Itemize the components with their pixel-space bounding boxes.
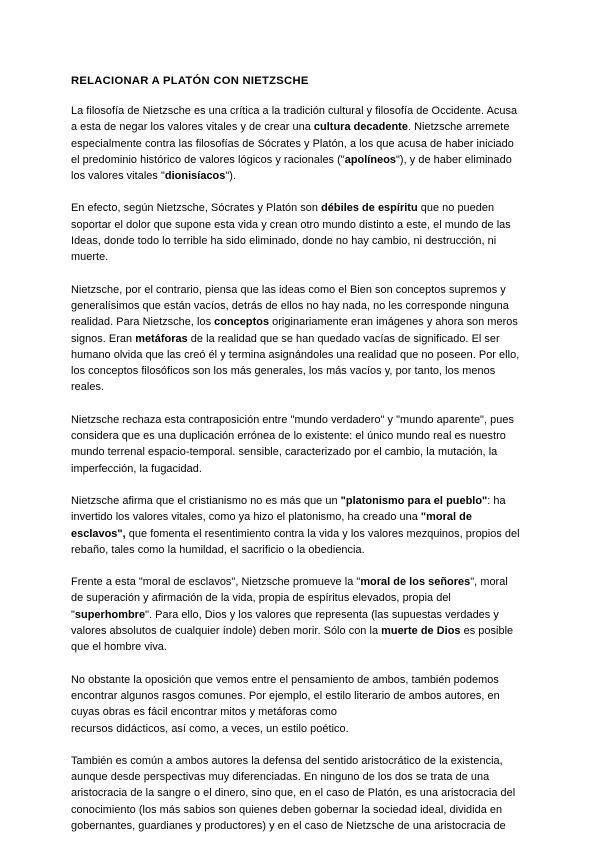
text-run: La filosofía de Nietzsche es una crítica a la tradición cultural y filosofía de Occidente. Acusa a esta de negar los valores vitales y de crear una bbox=[71, 105, 518, 134]
paragraph bbox=[71, 753, 522, 834]
paragraph bbox=[71, 672, 522, 737]
text-run: Nietzsche, por el contrario, piensa que las ideas como el Bien son conceptos supremos y generalísimos que están vacíos, detrás de ellos no hay nada, no les corresponde ninguna realidad. Para Nietzsche, los bbox=[71, 283, 509, 329]
bold-term: "moral de esclavos", bbox=[71, 511, 472, 540]
text-run: "). bbox=[225, 170, 237, 183]
text-run: de la realidad que se han quedado vacías de significado. El ser humano olvida que las creó él y termina asignándoles una realidad que no poseen. Por ello, los conceptos filosóficos son los más generales, los más vacíos y, por tanto, los menos reales. bbox=[71, 332, 520, 394]
paragraph bbox=[71, 103, 522, 184]
text-run: ", moral de superación y afirmación de la vida, propia de espíritus elevados, propia del " bbox=[71, 576, 508, 621]
bold-term: muerte de Dios bbox=[381, 625, 461, 638]
text-run: : ha invertido los valores vitales, como ya hizo el platonismo, ha creado una bbox=[71, 494, 506, 524]
text-run: que fomenta el resentimiento contra la vida y los valores mezquinos, propios del rebaño, tales como la humildad, el sacrificio o la obediencia. bbox=[71, 527, 520, 556]
document-title: RELACIONAR A PLATÓN CON NIETZSCHE bbox=[71, 75, 309, 87]
text-run: No obstante la oposición que vemos entre el pensamiento de ambos, también podemos encontrar algunos rasgos comunes. Por ejemplo, el estilo literario de ambos autores, en cuyas obras es fácil encontrar mitos y metáforas como bbox=[71, 673, 500, 719]
text-run: "), y de haber eliminado los valores vitales " bbox=[71, 153, 512, 183]
text-run: recursos didácticos, así como, a veces, un estilo poético. bbox=[71, 722, 349, 735]
bold-term: moral de los señores bbox=[360, 576, 471, 589]
text-run: En efecto, según Nietzsche, Sócrates y Platón son bbox=[71, 202, 322, 215]
paragraph bbox=[71, 200, 522, 265]
paragraph bbox=[71, 493, 522, 558]
document-body bbox=[71, 103, 522, 834]
bold-term: "platonismo para el pueblo" bbox=[340, 494, 488, 507]
text-run: Nietzsche rechaza esta contraposición entre "mundo verdadero" y "mundo aparente", pues considera que es una duplicación errónea de lo existente: el único mundo real es nuestro mundo terrenal espacio-temporal. sensible, caracterizado por el cambio, la mutación, la imperfección, la fugacidad. bbox=[71, 413, 514, 475]
text-run: que no pueden soportar el dolor que supone esta vida y crean otro mundo distinto a este, el mundo de las Ideas, donde todo lo terrible ha sido eliminado, donde no hay cambio, ni destrucción, ni muerte. bbox=[71, 202, 511, 264]
bold-term: apolíneos bbox=[344, 153, 397, 166]
bold-term: dionisíacos bbox=[164, 170, 226, 183]
paragraph bbox=[71, 574, 522, 655]
bold-term: metáforas bbox=[135, 332, 188, 345]
text-run: . Nietzsche arremete especialmente contra las filosofías de Sócrates y Platón, a los que acusa de haber iniciado el predominio histórico de valores lógicos y racionales (" bbox=[71, 121, 514, 166]
text-run: ". Para ello, Dios y los valores que representa (las supuestas verdades y valores absolutos de cualquier índole) deben morir. Sólo con la bbox=[71, 608, 499, 638]
text-run: También es común a ambos autores la defensa del sentido aristocrático de la existencia, aunque desde perspectivas muy diferenciadas. En ninguno de los dos se trata de una aristocracia de la sangre o el dinero, sino que, en el caso de Platón, es una aristocracia del conocimiento (los más sabios son quienes deben gobernar la sociedad ideal, dividida en gobernantes, guardianes y productores) y en el caso de Nietzsche de una aristocracia de bbox=[71, 754, 516, 832]
bold-term: débiles de espíritu bbox=[321, 202, 418, 215]
bold-term: conceptos bbox=[214, 316, 270, 329]
bold-term: cultura decadente bbox=[313, 121, 408, 134]
text-run: originariamente eran imágenes y ahora son meros signos. Eran bbox=[71, 316, 518, 345]
text-run: Nietzsche afirma que el cristianismo no es más que un bbox=[71, 494, 341, 507]
text-run: Frente a esta "moral de esclavos", Nietzsche promueve la " bbox=[71, 576, 361, 589]
paragraph bbox=[71, 412, 522, 477]
bold-term: superhombre bbox=[74, 608, 146, 621]
paragraph bbox=[71, 282, 522, 396]
text-run: es posible que el hombre viva. bbox=[71, 625, 514, 654]
